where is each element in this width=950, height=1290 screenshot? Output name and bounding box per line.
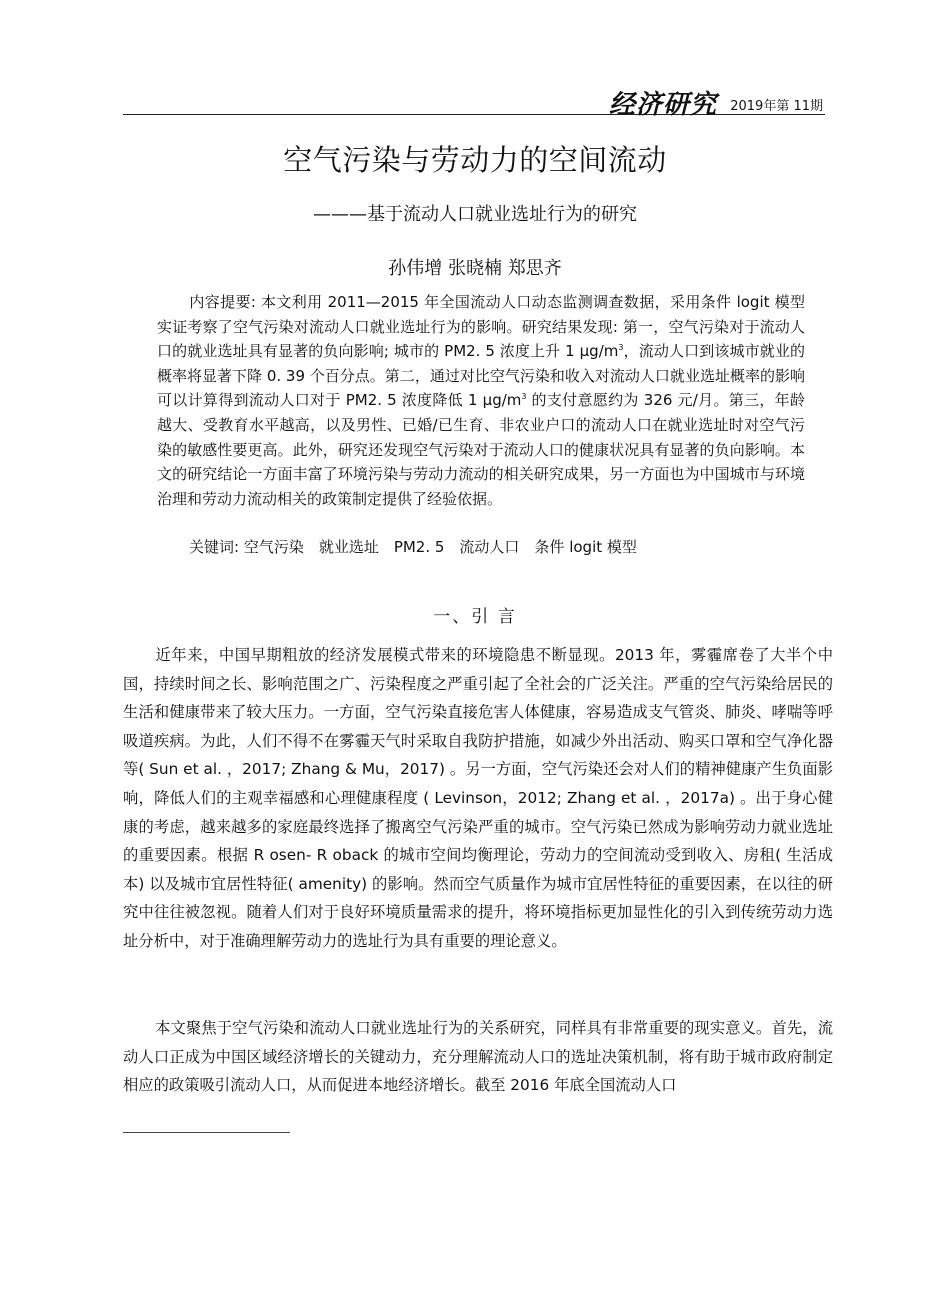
body-paragraph (123, 1014, 833, 1100)
keywords (157, 535, 805, 559)
paragraph-text: 本文聚焦于空气污染和流动人口就业选址行为的关系研究，同样具有非常重要的现实意义。首先，流动人口正成为中国区域经济增长的关键动力，充分理解流动人口的选址决策机制，将有助于城市政府制定相应的政策吸引流动人口，从而促进本地经济增长。截至 2016 年底全国流动人口 (123, 1019, 833, 1095)
abstract-superscript-b: 3 (521, 392, 527, 402)
article-subtitle: ———基于流动人口就业选址行为的研究 (313, 204, 637, 225)
journal-logo: 经济研究 (608, 90, 717, 120)
paragraph-text: 近年来，中国早期粗放的经济发展模式带来的环境隐患不断显现。2013 年，雾霾席卷了大半个中国，持续时间之长、影响范围之广、污染程度之严重引起了全社会的广泛关注。严重的空气污染给居民的生活和健康带来了较大压力。一方面，空气污染直接危害人体健康，容易造成支气管炎、肺炎、哮喘等呼吸道疾病。为此，人们不得不在雾霾天气时采取自我防护措施，如减少外出活动、购买口罩和空气净化器等( Sun et al. ，2017; Zhang & Mu，2017) 。另一方面，空气污染还会对人们的精神健康产生负面影响，降低人们的主观幸福感和心理健康程度 ( Levinson，2012; Zhang et al. ，2017a) 。出于身心健康的考虑，越来越多的家庭最终选择了搬离空气污染严重的城市。空气污染已然成为影响劳动力就业选址的重要因素。根据 R osen- R oback 的城市空间均衡理论，劳动力的空间流动受到收入、房租( 生活成本) 以及城市宜居性特征( amenity) 的影响。然而空气质量作为城市宜居性特征的重要因素，在以往的研究中往往被忽视。随着人们对于良好环境质量需求的提升，将环境指标更加显性化的引入到传统劳动力选址分析中，对于准确理解劳动力的选址行为具有重要的理论意义。 (123, 646, 833, 950)
running-header (123, 84, 825, 120)
section-heading: 一、引 言 (433, 607, 517, 627)
keywords-text: 关键词: 空气污染 就业选址 PM2. 5 流动人口 条件 logit 模型 (189, 538, 637, 556)
abstract-text-c: 的支付意愿约为 326 元/月。第三，年龄越大、受教育水平越高，以及男性、已婚/已生育、非农业户口的流动人口在就业选址时对空气污染的敏感性要更高。此外，研究还发现空气污染对于流动人口的健康状况具有显著的负向影响。本文的研究结论一方面丰富了环境污染与劳动力流动的相关研究成果，另一方面也为中国城市与环境治理和劳动力流动相关的政策制定提供了经验依据。 (157, 391, 805, 508)
article-title: 空气污染与劳动力的空间流动 (283, 143, 667, 177)
issue-number: 2019年第 11期 (730, 99, 823, 114)
authors: 孙伟增 张晓楠 郑思齐 (388, 258, 562, 279)
abstract-text-b: ，流动人口到该城市就业的概率将显著下降 0. 39 个百分点。第二，通过对比空气污染和收入对流动人口就业选址概率的影响可以计算得到流动人口对于 PM2. 5 浓度降低 1 μg/m (157, 342, 805, 410)
abstract-text-a: 内容提要: 本文利用 2011—2015 年全国流动人口动态监测调查数据，采用条件 logit 模型实证考察了空气污染对流动人口就业选址行为的影响。研究结果发现: 第一，空气污染对于流动人口的就业选址具有显著的负向影响; 城市的 PM2. 5 浓度上升 1 μg/m (157, 293, 805, 361)
footnote-divider (123, 1132, 290, 1133)
abstract-superscript-a: 3 (618, 343, 624, 353)
abstract (157, 290, 805, 511)
body-paragraph (123, 641, 833, 956)
